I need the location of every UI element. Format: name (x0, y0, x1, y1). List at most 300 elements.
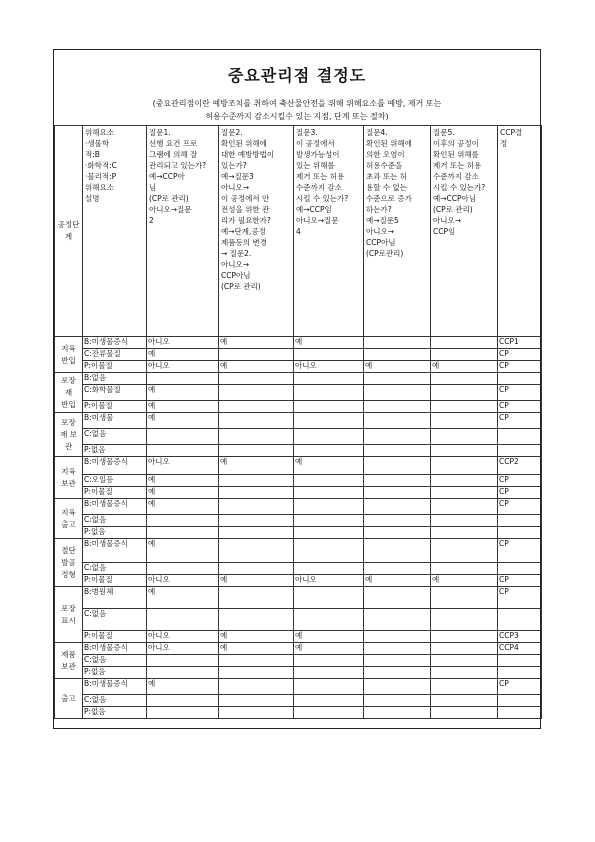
ccp-result-cell: CCP4 (498, 643, 542, 655)
hazard-cell: B:미생물 (83, 413, 147, 429)
answer-cell-q2 (219, 499, 294, 515)
header-row (55, 126, 542, 337)
answer-cell-q1: 예 (147, 679, 219, 695)
hazard-cell: B:미생물증식 (83, 457, 147, 475)
table-row (55, 707, 542, 719)
answer-cell-q4 (364, 487, 431, 499)
hazard-cell: C:없음 (83, 563, 147, 575)
answer-cell-q5 (431, 499, 498, 515)
answer-cell-q1 (147, 445, 219, 457)
table-row (55, 695, 542, 707)
header-line: (CP로 관리) (149, 194, 189, 203)
answer-cell-q4 (364, 385, 431, 401)
answer-cell-q1 (147, 527, 219, 539)
ccp-result-cell: CCP1 (498, 337, 542, 349)
answer-cell-q5 (431, 707, 498, 719)
page-title: 중요관리점 결정도 (227, 66, 367, 85)
answer-cell-q1 (147, 667, 219, 679)
header-line: 리가 필요한가? (221, 216, 271, 225)
answer-cell-q2: 예 (219, 575, 294, 587)
ccp-result-cell (498, 707, 542, 719)
header-line: 예→질문5 (366, 216, 399, 225)
process-step-label: 반입 (61, 399, 76, 409)
ccp-result-cell: CCP3 (498, 631, 542, 643)
header-line: 하는가? (366, 205, 392, 214)
process-step-cell (55, 457, 83, 499)
process-step-label: 포장 (61, 375, 76, 385)
answer-cell-q2 (219, 707, 294, 719)
header-line: 질문2. (221, 128, 243, 137)
header-line: 있는가? (221, 161, 247, 170)
process-step-label: 재 (64, 387, 73, 397)
ccp-result-cell (498, 445, 542, 457)
header-process-text: 공정단계 (57, 220, 80, 241)
answer-cell-q4 (364, 539, 431, 563)
header-line: 시킬 수 있는가? (296, 194, 349, 203)
table-row (55, 643, 542, 655)
answer-cell-q4 (364, 445, 431, 457)
answer-cell-q5 (431, 413, 498, 429)
answer-cell-q5 (431, 679, 498, 695)
table-row (55, 337, 542, 349)
header-line: 아니오→ (366, 227, 395, 236)
answer-cell-q2 (219, 679, 294, 695)
table-row (55, 515, 542, 527)
process-step-label: 제품 (61, 649, 76, 659)
answer-cell-q5 (431, 695, 498, 707)
answer-cell-q5: 예 (431, 361, 498, 373)
answer-cell-q2 (219, 429, 294, 445)
header-line: 질문3. (296, 128, 318, 137)
header-line: CCP아님 (366, 238, 396, 247)
table-row (55, 631, 542, 643)
answer-cell-q3: 예 (294, 457, 364, 475)
process-step-label: 재 보 (60, 429, 77, 439)
header-line: 의한 오염이 (366, 150, 405, 159)
ccp-result-cell (498, 695, 542, 707)
answer-cell-q5 (431, 445, 498, 457)
table-row (55, 349, 542, 361)
header-line: 위해요소 (85, 183, 114, 192)
process-step-label: 포장 (61, 603, 76, 613)
hazard-cell: P:없음 (83, 445, 147, 457)
header-question-4 (364, 126, 431, 337)
header-line: 발생가능성이 (296, 150, 340, 159)
header-ccp-decision (498, 126, 542, 337)
header-line: ·화학적:C (85, 161, 117, 170)
answer-cell-q2: 예 (219, 457, 294, 475)
header-line: 수준으로 증가 (366, 194, 412, 203)
answer-cell-q2 (219, 527, 294, 539)
answer-cell-q3 (294, 413, 364, 429)
answer-cell-q1: 예 (147, 587, 219, 609)
answer-cell-q4 (364, 707, 431, 719)
header-line: ·생물학 (85, 139, 110, 148)
ccp-result-cell: CP (498, 385, 542, 401)
document-frame (53, 49, 541, 729)
answer-cell-q2 (219, 413, 294, 429)
process-step-label: 지육 (61, 507, 76, 517)
answer-cell-q3 (294, 373, 364, 385)
answer-cell-q1: 예 (147, 349, 219, 361)
process-step-label: 보관 (61, 661, 76, 671)
header-line: 전성을 위한 관 (221, 205, 270, 214)
answer-cell-q1 (147, 373, 219, 385)
hazard-cell: B:미생물증식 (83, 499, 147, 515)
ccp-decision-table (54, 125, 542, 719)
answer-cell-q4 (364, 609, 431, 631)
header-line: ·물리적:P (85, 172, 117, 181)
hazard-cell: C:화학물질 (83, 385, 147, 401)
ccp-result-cell (498, 373, 542, 385)
answer-cell-q1: 예 (147, 499, 219, 515)
answer-cell-q3 (294, 539, 364, 563)
answer-cell-q4 (364, 475, 431, 487)
process-step-label: 지육 (61, 466, 76, 476)
answer-cell-q3 (294, 655, 364, 667)
header-line: 설명 (85, 194, 100, 203)
answer-cell-q1 (147, 563, 219, 575)
process-step-label: 지육 (61, 343, 76, 353)
answer-cell-q1 (147, 695, 219, 707)
answer-cell-q1: 예 (147, 413, 219, 429)
answer-cell-q5 (431, 429, 498, 445)
answer-cell-q3 (294, 499, 364, 515)
header-line: 아니오→ (433, 216, 462, 225)
table-row (55, 563, 542, 575)
answer-cell-q4: 예 (364, 361, 431, 373)
answer-cell-q4: 예 (364, 575, 431, 587)
header-line: 예→CCP아님 (433, 194, 477, 203)
ccp-result-cell: CP (498, 361, 542, 373)
answer-cell-q4 (364, 695, 431, 707)
answer-cell-q2 (219, 445, 294, 457)
table-row (55, 655, 542, 667)
process-step-cell (55, 337, 83, 373)
header-line: 초과 또는 허 (366, 172, 407, 181)
header-question-1 (147, 126, 219, 337)
answer-cell-q3 (294, 445, 364, 457)
answer-cell-q1: 예 (147, 539, 219, 563)
answer-cell-q5 (431, 487, 498, 499)
process-step-label: 정형 (61, 569, 76, 579)
answer-cell-q2 (219, 385, 294, 401)
answer-cell-q3 (294, 695, 364, 707)
hazard-cell: P:이물질 (83, 487, 147, 499)
header-line: 질문4. (366, 128, 388, 137)
header-line: 2 (149, 216, 154, 225)
ccp-result-cell (498, 655, 542, 667)
process-step-label: 출고 (61, 693, 76, 703)
header-line: 용할 수 없는 (366, 183, 407, 192)
header-line: 질문1. (149, 128, 171, 137)
table-row (55, 499, 542, 515)
hazard-cell: P:이물질 (83, 631, 147, 643)
answer-cell-q5 (431, 587, 498, 609)
header-line: 선행 요건 프로 (149, 139, 198, 148)
header-line: CCP결 (500, 128, 523, 137)
answer-cell-q1: 아니오 (147, 631, 219, 643)
ccp-result-cell (498, 515, 542, 527)
process-step-cell (55, 373, 83, 413)
answer-cell-q3: 예 (294, 337, 364, 349)
answer-cell-q4 (364, 429, 431, 445)
answer-cell-q5 (431, 667, 498, 679)
answer-cell-q5 (431, 527, 498, 539)
answer-cell-q3 (294, 475, 364, 487)
answer-cell-q2 (219, 563, 294, 575)
header-line: 아니오→질문 (296, 216, 339, 225)
table-row (55, 539, 542, 563)
answer-cell-q1: 아니오 (147, 457, 219, 475)
header-line: 허용수준을 (366, 161, 403, 170)
header-hazard (83, 126, 147, 337)
table-row (55, 527, 542, 539)
ccp-result-cell: CP (498, 575, 542, 587)
answer-cell-q5 (431, 643, 498, 655)
answer-cell-q5 (431, 457, 498, 475)
subtitle-line: 허용수준까지 감소시킬수 있는 지점, 단계 또는 절차) (205, 112, 389, 121)
header-line: 4 (296, 227, 301, 236)
answer-cell-q5 (431, 475, 498, 487)
answer-cell-q3 (294, 707, 364, 719)
answer-cell-q3: 예 (294, 631, 364, 643)
header-line: 이후의 공정이 (433, 139, 479, 148)
subtitle-line: (중요관리점이란 예방조치를 취하여 축산물안전을 위해 위해요소를 예방, 제거 또는 (152, 99, 442, 108)
answer-cell-q5: 예 (431, 575, 498, 587)
process-step-cell (55, 643, 83, 679)
header-line: (CP로 관리) (221, 282, 261, 291)
table-row (55, 445, 542, 457)
header-line: 예→질문3 (221, 172, 254, 181)
table-row (55, 429, 542, 445)
hazard-cell: C:오일등 (83, 475, 147, 487)
answer-cell-q5 (431, 337, 498, 349)
answer-cell-q1: 아니오 (147, 361, 219, 373)
answer-cell-q4 (364, 457, 431, 475)
answer-cell-q4 (364, 349, 431, 361)
process-step-cell (55, 499, 83, 539)
header-process (55, 126, 83, 337)
answer-cell-q2 (219, 401, 294, 413)
answer-cell-q1: 예 (147, 487, 219, 499)
ccp-result-cell: CCP2 (498, 457, 542, 475)
table-row (55, 373, 542, 385)
header-line: 질문5. (433, 128, 455, 137)
answer-cell-q3: 예 (294, 643, 364, 655)
answer-cell-q4 (364, 527, 431, 539)
answer-cell-q1 (147, 515, 219, 527)
header-line: 확인된 위해를 (433, 150, 479, 159)
answer-cell-q1: 아니오 (147, 643, 219, 655)
answer-cell-q1: 아니오 (147, 575, 219, 587)
hazard-cell: P:이물질 (83, 361, 147, 373)
hazard-cell: C:없음 (83, 695, 147, 707)
hazard-cell: B:병원체 (83, 587, 147, 609)
ccp-result-cell (498, 563, 542, 575)
answer-cell-q4 (364, 515, 431, 527)
hazard-cell: P:없음 (83, 527, 147, 539)
header-line: 있는 위해를 (296, 161, 335, 170)
answer-cell-q2 (219, 609, 294, 631)
hazard-cell: P:이물질 (83, 575, 147, 587)
hazard-cell: P:없음 (83, 707, 147, 719)
ccp-result-cell: CP (498, 401, 542, 413)
header-line: 아니오→ (221, 183, 250, 192)
answer-cell-q5 (431, 539, 498, 563)
answer-cell-q3 (294, 563, 364, 575)
answer-cell-q2 (219, 487, 294, 499)
process-step-label: 출고 (61, 519, 76, 529)
answer-cell-q4 (364, 587, 431, 609)
answer-cell-q3 (294, 401, 364, 413)
table-row (55, 457, 542, 475)
answer-cell-q5 (431, 401, 498, 413)
process-step-cell (55, 587, 83, 643)
answer-cell-q1: 예 (147, 475, 219, 487)
answer-cell-q1 (147, 707, 219, 719)
header-line: 수준까지 감소 (433, 172, 479, 181)
answer-cell-q1 (147, 655, 219, 667)
header-line: 제거 또는 허용 (296, 172, 345, 181)
process-step-label: 절단 (61, 545, 76, 555)
table-row (55, 679, 542, 695)
header-line: 시킬 수 있는가? (433, 183, 486, 192)
table-row (55, 667, 542, 679)
table-row (55, 587, 542, 609)
hazard-cell: C:없음 (83, 515, 147, 527)
ccp-result-cell (498, 527, 542, 539)
hazard-cell: B:미생물증식 (83, 539, 147, 563)
answer-cell-q5 (431, 349, 498, 361)
hazard-cell: B:미생물증식 (83, 337, 147, 349)
answer-cell-q2: 예 (219, 361, 294, 373)
answer-cell-q1: 아니오 (147, 337, 219, 349)
answer-cell-q2 (219, 475, 294, 487)
header-line: 적:B (85, 150, 100, 159)
header-line: (CP로관리) (366, 249, 404, 258)
ccp-result-cell (498, 609, 542, 631)
header-line: 대한 예방방법이 (221, 150, 275, 159)
hazard-cell: P:이물질 (83, 401, 147, 413)
header-line: 예→CCP임 (296, 205, 332, 214)
process-step-label: 포장 (61, 417, 76, 427)
table-row (55, 361, 542, 373)
process-step-label: 보관 (61, 478, 76, 488)
answer-cell-q4 (364, 655, 431, 667)
answer-cell-q2 (219, 667, 294, 679)
header-line: 이 공정에서 안 (221, 194, 270, 203)
header-line: 이 공정에서 (296, 139, 335, 148)
answer-cell-q5 (431, 609, 498, 631)
header-question-2 (219, 126, 294, 337)
answer-cell-q5 (431, 515, 498, 527)
ccp-result-cell: CP (498, 499, 542, 515)
header-line: → 질문2. (221, 249, 252, 258)
header-line: 관리되고 있는가? (149, 161, 207, 170)
process-step-label: 관 (64, 441, 73, 451)
answer-cell-q4 (364, 373, 431, 385)
header-line: 예→단계,공정 (221, 227, 266, 236)
header-line: 제품등의 변경 (221, 238, 267, 247)
answer-cell-q5 (431, 655, 498, 667)
table-row (55, 575, 542, 587)
answer-cell-q3 (294, 527, 364, 539)
answer-cell-q2: 예 (219, 643, 294, 655)
hazard-cell: C:없음 (83, 429, 147, 445)
process-step-cell (55, 679, 83, 719)
answer-cell-q3 (294, 609, 364, 631)
answer-cell-q2: 예 (219, 337, 294, 349)
answer-cell-q3: 아니오 (294, 575, 364, 587)
header-line: 수준까지 감소 (296, 183, 342, 192)
hazard-cell: C:잔류물질 (83, 349, 147, 361)
header-line: 제거 또는 허용 (433, 161, 482, 170)
process-step-cell (55, 539, 83, 587)
answer-cell-q2 (219, 349, 294, 361)
answer-cell-q4 (364, 679, 431, 695)
page-subtitle (74, 97, 520, 123)
header-line: 님 (149, 183, 157, 192)
header-line: 예→CCP아 (149, 172, 185, 181)
ccp-result-cell: CP (498, 679, 542, 695)
table-row (55, 413, 542, 429)
hazard-cell: B:미생물증식 (83, 679, 147, 695)
answer-cell-q3 (294, 587, 364, 609)
table-row (55, 609, 542, 631)
answer-cell-q5 (431, 631, 498, 643)
header-line: 아니오→질문 (149, 205, 192, 214)
table-row (55, 385, 542, 401)
hazard-cell: C:없음 (83, 609, 147, 631)
answer-cell-q3 (294, 385, 364, 401)
process-step-cell (55, 413, 83, 457)
answer-cell-q1 (147, 609, 219, 631)
answer-cell-q5 (431, 563, 498, 575)
answer-cell-q2 (219, 515, 294, 527)
answer-cell-q3 (294, 515, 364, 527)
header-line: (CP로 관리) (433, 205, 473, 214)
process-step-label: 반입 (61, 355, 76, 365)
answer-cell-q4 (364, 563, 431, 575)
answer-cell-q3 (294, 487, 364, 499)
process-step-label: 발골 (61, 557, 76, 567)
answer-cell-q1 (147, 429, 219, 445)
answer-cell-q4 (364, 643, 431, 655)
table-row (55, 487, 542, 499)
answer-cell-q1: 예 (147, 401, 219, 413)
ccp-result-cell (498, 667, 542, 679)
answer-cell-q2 (219, 539, 294, 563)
answer-cell-q4 (364, 401, 431, 413)
answer-cell-q3 (294, 349, 364, 361)
ccp-result-cell: CP (498, 475, 542, 487)
answer-cell-q2: 예 (219, 631, 294, 643)
header-line: 정 (500, 139, 508, 148)
header-line: 위해요소 (85, 128, 114, 137)
header-line: 확인된 위해에 (221, 139, 267, 148)
header-question-5 (431, 126, 498, 337)
answer-cell-q5 (431, 373, 498, 385)
ccp-result-cell: CP (498, 587, 542, 609)
answer-cell-q4 (364, 631, 431, 643)
header-line: 그램에 의해 잘 (149, 150, 198, 159)
answer-cell-q2 (219, 655, 294, 667)
answer-cell-q2 (219, 695, 294, 707)
process-step-label: 표시 (61, 615, 76, 625)
answer-cell-q5 (431, 385, 498, 401)
header-line: CCP아님 (221, 271, 251, 280)
